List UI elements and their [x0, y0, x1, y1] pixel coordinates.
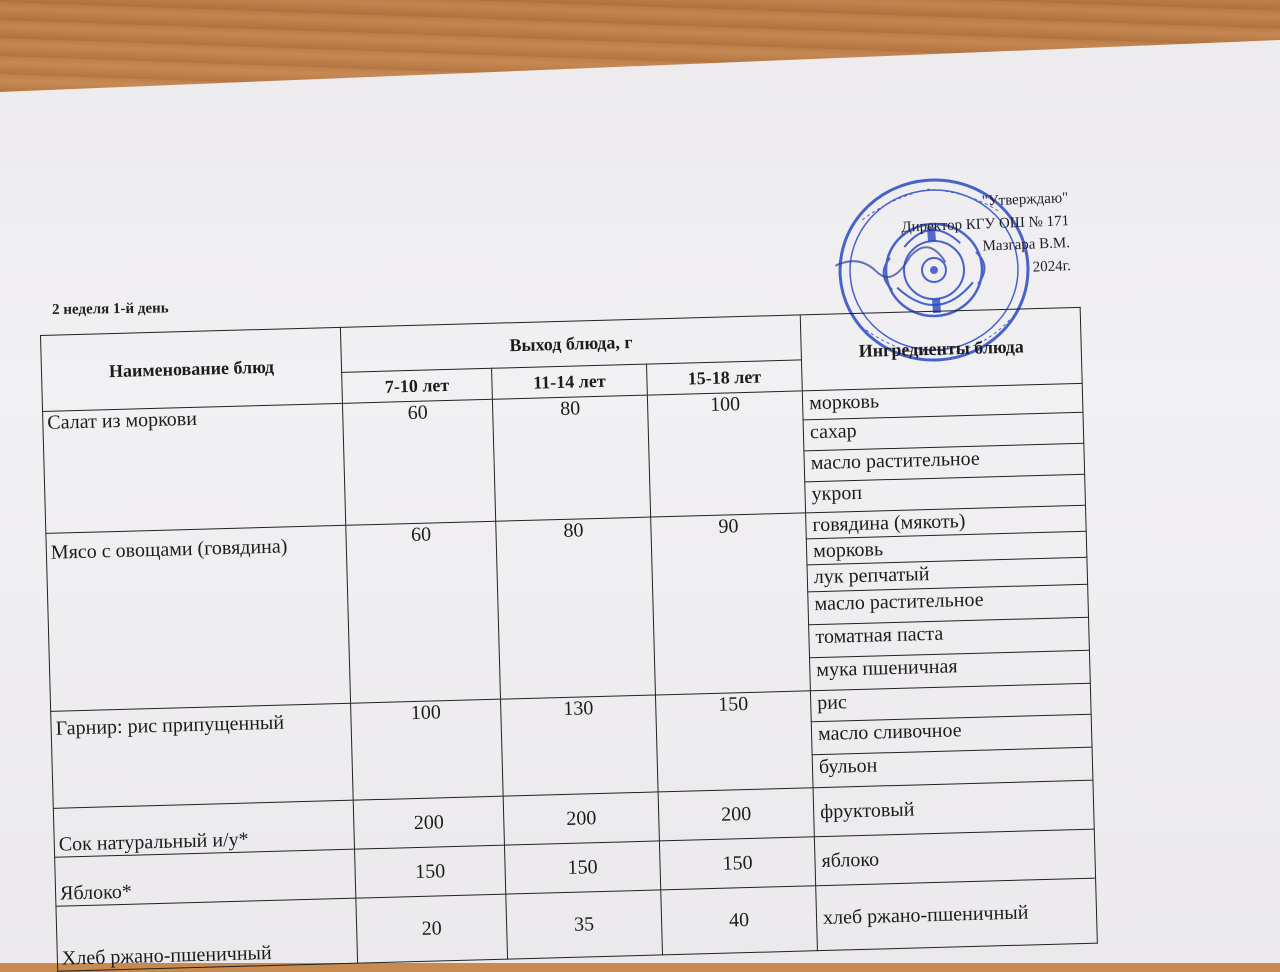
yield-age-3: 150: [655, 691, 813, 792]
day-title: 2 неделя 1-й день: [52, 300, 169, 318]
ingredient: морковь: [806, 531, 1087, 565]
header-dish-name: Наименование блюд: [41, 327, 343, 411]
yield-age-1: 60: [346, 521, 501, 703]
header-age-15-18: 15-18 лет: [647, 360, 803, 395]
yield-age-2: 200: [503, 792, 659, 845]
yield-age-2: 80: [496, 517, 656, 699]
ingredient: томатная паста: [809, 617, 1090, 658]
yield-age-1: 200: [353, 796, 504, 849]
yield-age-1: 20: [356, 894, 508, 963]
ingredient: лук репчатый: [807, 557, 1088, 592]
dish-name: Сок натуральный и/у*: [53, 800, 354, 857]
header-yield: Выход блюда, г: [340, 315, 801, 372]
yield-age-3: 100: [647, 391, 805, 517]
ingredient: яблоко: [814, 829, 1095, 886]
yield-age-2: 150: [504, 841, 660, 894]
yield-age-3: 90: [651, 513, 811, 695]
yield-age-2: 35: [506, 890, 663, 959]
yield-age-1: 100: [351, 699, 504, 800]
header-age-11-14: 11-14 лет: [492, 364, 648, 399]
menu-table-wrapper: [40, 307, 1098, 972]
yield-age-1: 60: [342, 399, 495, 525]
yield-age-3: 200: [658, 788, 814, 841]
dish-name: Мясо с овощами (говядина): [46, 525, 351, 711]
menu-table-body: [43, 383, 1098, 971]
dish-name: Салат из моркови: [43, 403, 346, 533]
ingredient: хлеб ржано-пшеничный: [816, 878, 1098, 951]
yield-age-1: 150: [355, 845, 506, 898]
header-age-7-10: 7-10 лет: [342, 368, 493, 403]
approval-position: Директор КГУ ОШ № 171: [900, 212, 1070, 236]
ingredient: масло сливочное: [811, 714, 1092, 755]
dish-name: Хлеб ржано-пшеничный: [56, 898, 358, 971]
yield-age-3: 40: [661, 886, 818, 955]
approval-block: [838, 187, 1071, 286]
ingredient: укроп: [805, 474, 1086, 513]
ingredient: мука пшеничная: [810, 650, 1091, 691]
ingredient: масло растительное: [808, 584, 1089, 625]
approval-date: 2024г.: [1032, 257, 1072, 276]
ingredient: фруктовый: [813, 780, 1094, 837]
yield-age-2: 130: [501, 695, 659, 796]
ingredient: бульон: [812, 747, 1093, 788]
ingredient: морковь: [802, 383, 1083, 420]
ingredient: масло растительное: [804, 443, 1085, 482]
ingredient: сахар: [803, 412, 1084, 451]
header-ingredients: Ингредиенты блюда: [800, 307, 1082, 391]
yield-age-2: 80: [492, 395, 650, 521]
ingredient: говядина (мякоть): [806, 505, 1087, 539]
yield-age-3: 150: [659, 837, 815, 890]
dish-name: Яблоко*: [55, 849, 356, 906]
menu-table: [40, 307, 1098, 972]
approval-signer: Мазгара В.М.: [982, 235, 1071, 255]
approval-title: "Утверждаю": [981, 190, 1069, 210]
ingredient: рис: [810, 683, 1091, 722]
dish-name: Гарнир: рис припущенный: [51, 703, 354, 808]
